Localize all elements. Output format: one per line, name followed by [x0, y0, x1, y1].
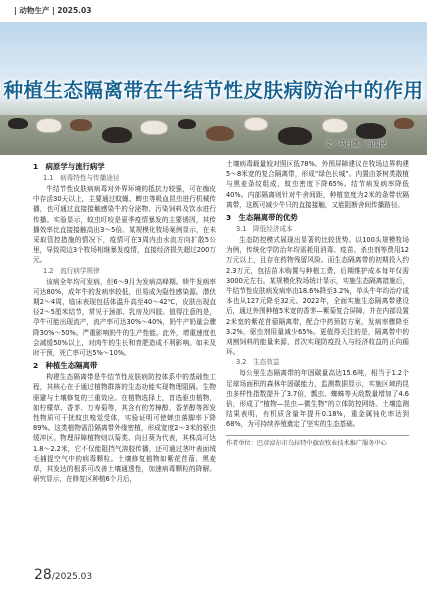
paragraph: 生态防控模式展现出显著的比较优势。以100头规模牧场为例，传统化学防治年均需耗用消毒、疫苗、杀虫剂等费用12万元以上，且存在药物残留风险。而生态隔离带的初期投入约2.3万元，包括苗木购置与种植工费，后期维护成本每年仅需3000元左右。某规模化牧场统计显示，实施生态隔离措施后，牛结节性皮肤病发病率由18.6%降至3.2%，单头牛年均治疗成本也从127元降至32元。2022年，全面实施生态隔离带建设后，通过外围种植5米宽的香茅—紫菊复合屏障，并在内部设置2米宽的紫花苜蓿隔离带，配合中药预防方案，发病率骤降至3.2%，驱虫剂用量减少65%。更值得关注的是，隔离带中的刈割饲料的能量来源，首次实现防疫投入与经济收益的正向循环。 — [226, 236, 409, 357]
cow-figure — [178, 119, 196, 129]
page-footer — [34, 567, 92, 583]
page-header — [0, 0, 427, 23]
article-title: 种植生态隔离带在牛结节性皮肤病防治中的作用 — [3, 79, 424, 102]
section-heading: 3 生态隔离带的优势 — [226, 213, 298, 223]
authors-line: 文／马日娜，尚瑞民 — [324, 140, 386, 148]
author-affiliation: 作者单位：巴彦淖尔市乌拉特中旗农牧业技术推广服务中心 — [226, 435, 409, 449]
paragraph: 构建生态隔离带是牛结节性皮肤病防控体系中的基础性工程，其核心在于通过植物群落的生态功能实现物理阻隔。生物驱避与土壤修复的三重效应。在植物选择上，首选驱虫植物，如柠檬草、香茅、万寿菊等，其含有的芳樟醇、香茅醇等挥发性物质可干扰蚊虫嗅觉受体，实验证明可使蝉虫落脚率下降89%。这类植物需沿隔离带外缘密植，形成宽度2～3米的驱虫缓冲区。物理屏障植物则以菊类、向日葵为代表，其株高可达1.8～2.2米，它不仅能阻挡气溶胶传播，还可通过茎叶表面绒毛捕捉空气中的病毒颗粒。土壤修复植物如紫花苜蓿、黑麦草，其发达的根系可改善土壤通透性，加速病毒颗粒的降解。研究显示，在修复区种植6个月后， — [33, 373, 216, 484]
cow-figure — [8, 118, 28, 129]
cow-figure — [140, 120, 168, 135]
right-column — [226, 159, 409, 448]
subsection-heading: 1.2 流行病学规律 — [43, 266, 100, 275]
section-tag: | 动物生产 | 2025.03 — [14, 6, 92, 15]
paragraph: 土壤病毒载量较对照区低78%。外围屏障建议在牧场边界构建5～8米宽的复合隔离带，形成“绿色长城”。内置由茶树类散植与黑麦条纹组成，蚊虫密度下降65%。结节病发病率降低40%。内部隔离则针对牛舍间距，种植宽度为2米的条带状隔离带，这既可减少牛只的直接接触，又能阻断舍间传播路径。 — [226, 160, 409, 209]
subsection-heading: 3.1 降低经济成本 — [236, 225, 293, 234]
page-number: 28 — [34, 567, 52, 583]
issue-date: /2025.03 — [51, 572, 93, 582]
paragraph: 牛结节性皮肤病病毒对外界环境的抵抗力较强，可在痂皮中存活30天以上，主要通过蚊蝇、蜱虫等吸血昆虫进行机械传播，也可通过直接接触感染牛的分泌物、污染饲料及饮水进行传播。实验显示，蚊虫叮咬是夏季疫情暴发的主要诱因，其传播效率比直接接触高出3～5倍。某规模化牧场案例显示，在未采取管控措施的情况下，疫情可在3周内由水流方向扩散5公里，导致周边3个牧场相继暴发疫情，直接经济损失超过200万元。 — [33, 185, 216, 265]
section-heading: 1 病原学与流行病学 — [33, 162, 105, 171]
subsection-heading: 1.1 病毒特性与传播途径 — [43, 174, 120, 182]
paragraph: 该病全年均可发病，但6～9月为发病高峰期。犊牛发病率可达80%，成年牛的发病率较低，但易成为隐性感染源。潜伏期2～4周，临床表现包括体温升高至40～42℃，皮肤出现直径2～5厘米结节，常见于颈部、乳房及四肢。值得注意的是，孕牛可能出现流产，流产率可达30%～40%，奶牛产奶量会骤降30%～50%。严重影响奶牛的生产性能。此外，增重速度也会减缓50%以上，对肉牛的生长和育肥造成不利影响。如未及时干预，死亡率可达5%～10%。 — [33, 277, 216, 358]
cow-figure — [322, 118, 348, 133]
cow-figure — [244, 117, 268, 131]
paragraph: 每公里生态隔离带的年固碳量高达15.6吨，相当于1.2个足球场面积的森林年固碳能力，监测数据显示，实施区域的昆虫多样性指数提升了3.7倍，瓢虫、蜘蛛等天敌数量增加了4.6倍，形成了“植物—昆虫—微生物”的立体防控网络。土壤监测结果表明，有机质含量年提升0.18%，重金属钝化率达到68%，为可持续养殖奠定了坚实的生态基础。 — [226, 369, 409, 429]
left-column — [33, 159, 216, 484]
cow-figure — [394, 118, 414, 129]
subsection-heading: 3.2 生态效益 — [236, 358, 280, 367]
section-heading: 2 种植生态隔离带 — [33, 361, 98, 371]
cow-figure — [70, 119, 92, 131]
cow-figure — [356, 123, 386, 139]
cow-figure — [36, 118, 62, 133]
